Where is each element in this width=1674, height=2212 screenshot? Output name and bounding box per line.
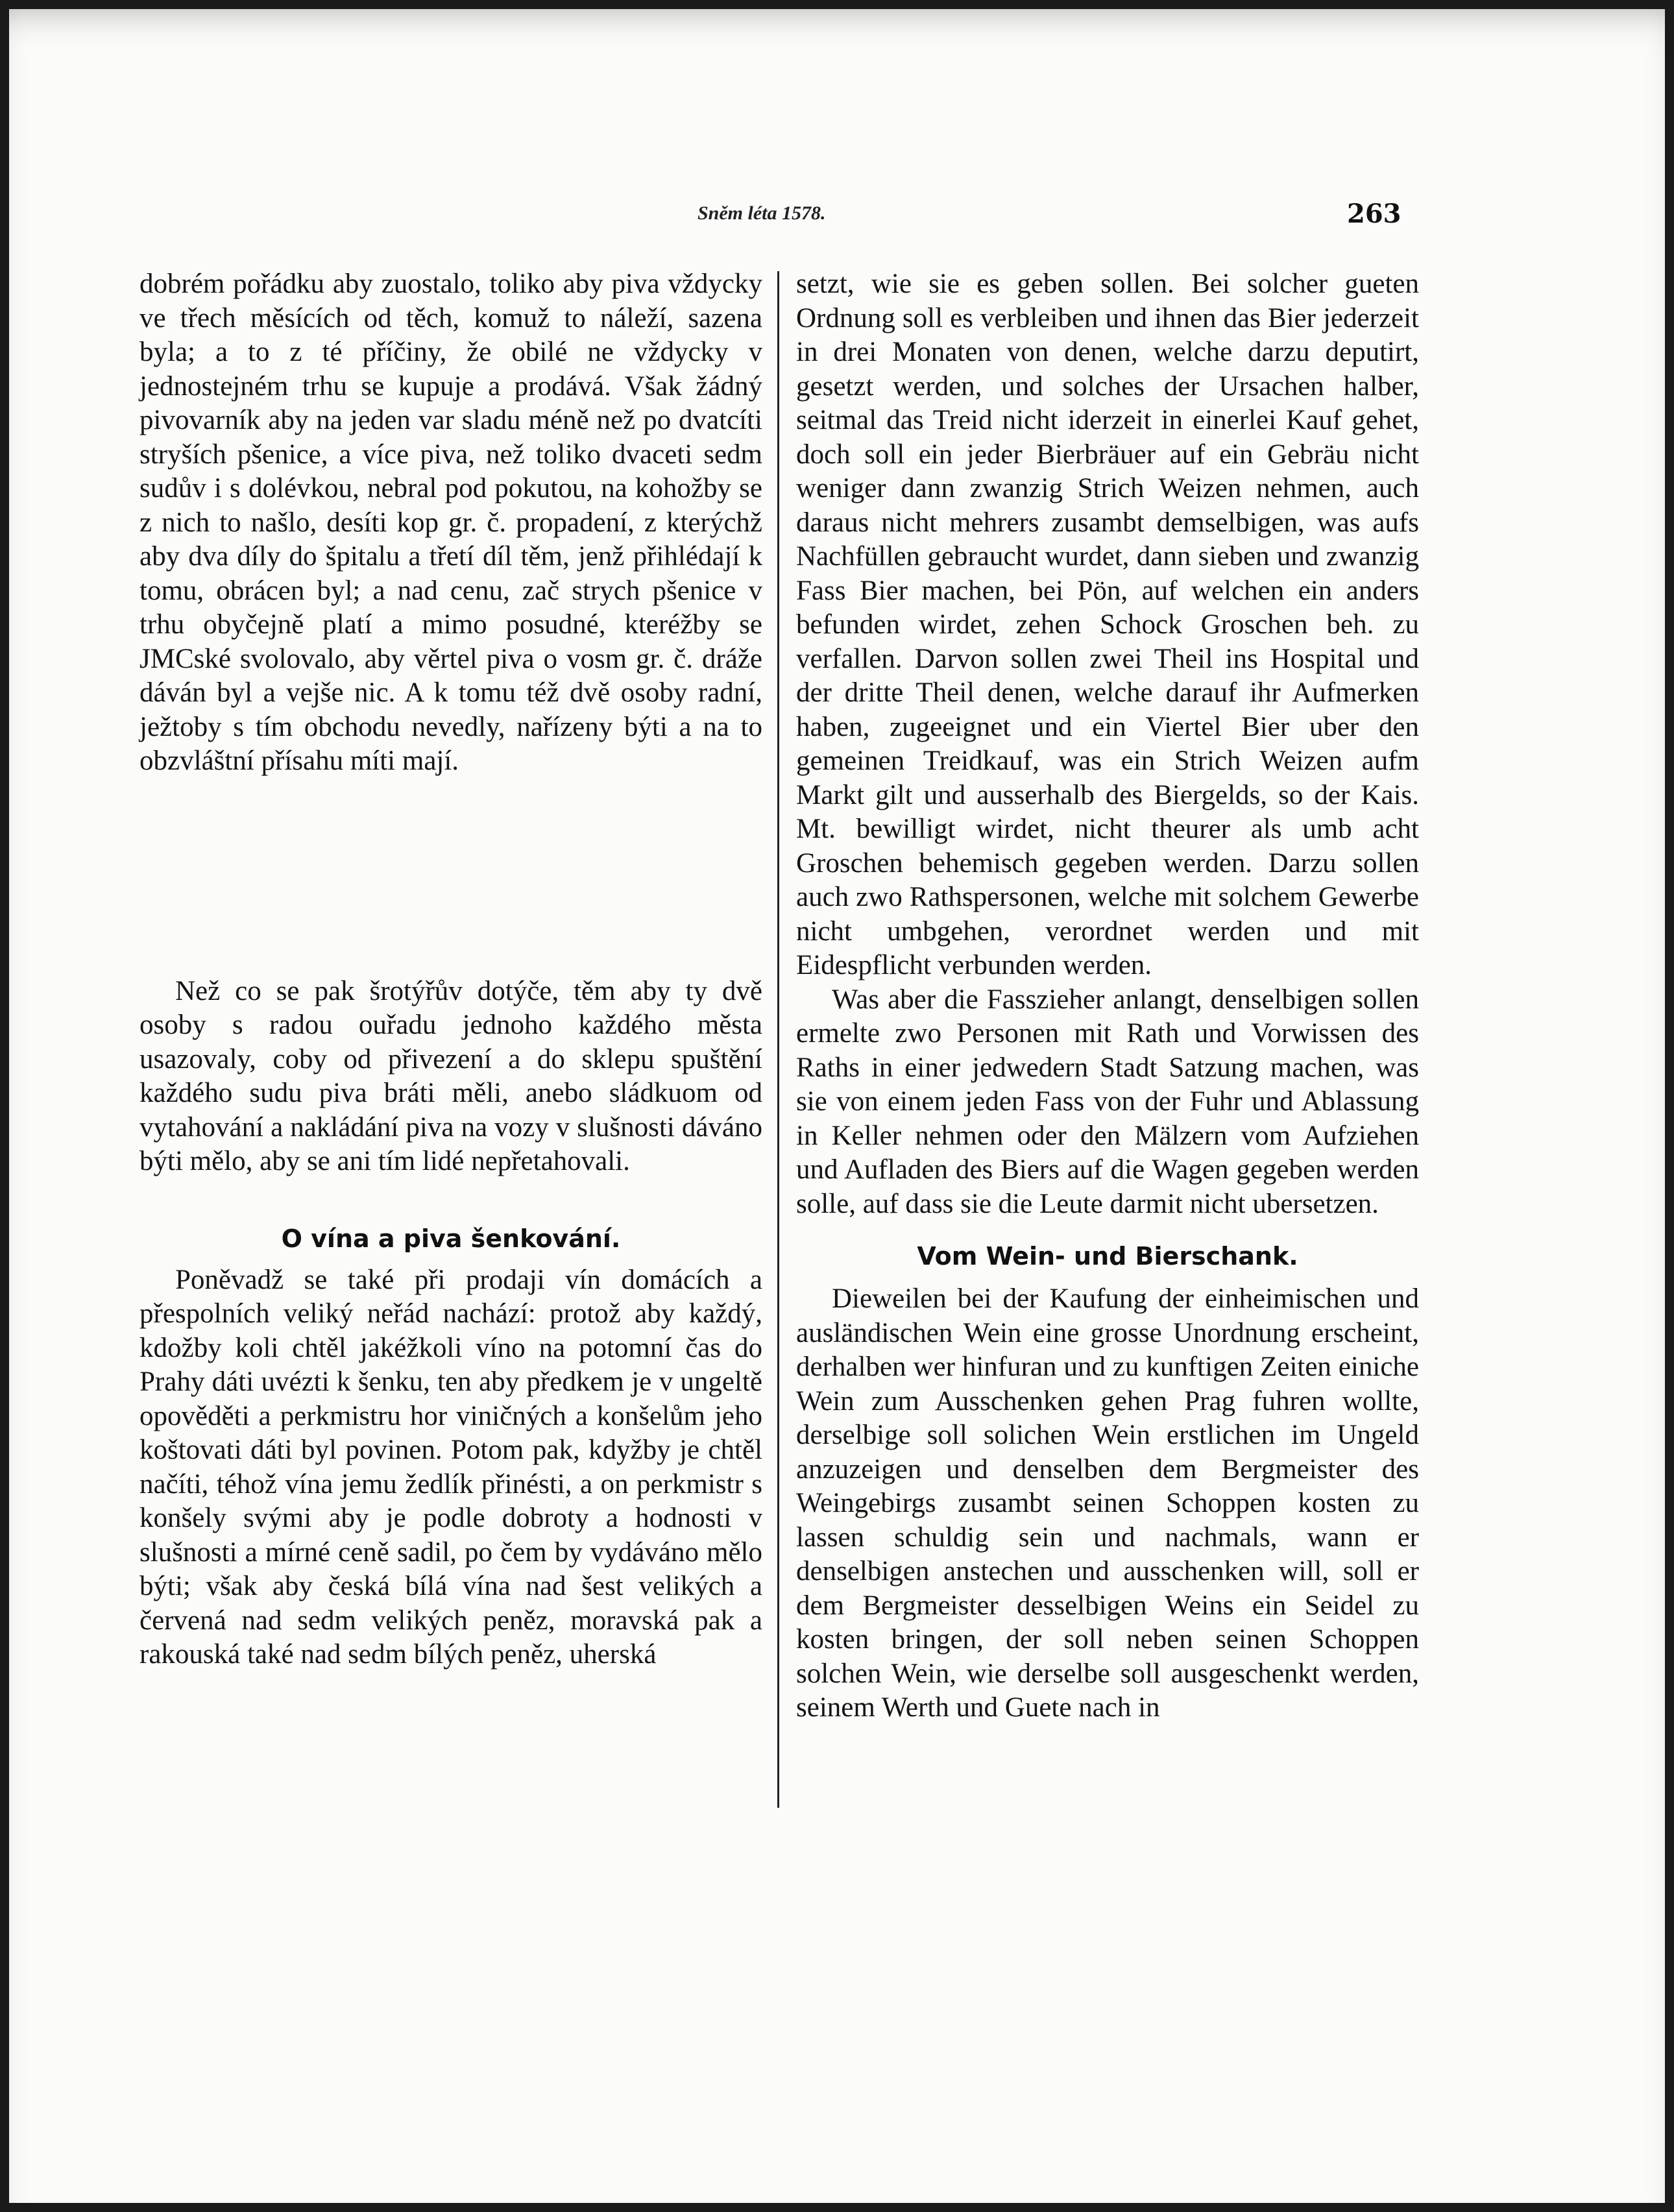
page-number: 263: [1347, 199, 1401, 229]
german-paragraph-fasszieher: Was aber die Fasszieher anlangt, denselbigen sollen ermelte zwo Personen mit Rath und Vorwissen des Raths in einer jedwedern Stadt Satzung machen, was sie von einem jeden Fass von der Fuhr und Ablassung in Keller nehmen oder den Mälzern vom Aufziehen und Aufladen des Biers auf die Wagen gegeben werden solle, auf dass sie die Leute darmit nicht ubersetzen.: [796, 984, 1419, 1219]
german-paragraph-brewing-order: setzt, wie sie es geben sollen. Bei solcher gueten Ordnung soll es verbleiben und ihnen das Bier jederzeit in drei Monaten von denen, welche darzu deputirt, gesetzt werden, und solches der Ursachen halber, seitmal das Treid nicht iderzeit in einerlei Kauf gehet, doch soll ein jeder Bierbräuer auf ein Gebräu nicht weniger dann zwanzig Strich Weizen nehmen, auch daraus nicht mehrers zusambt demselbigen, was aufs Nachfüllen gebraucht wurdet, dann sieben und zwanzig Fass Bier machen, bei Pön, auf welchen ein anders befunden wirdet, zehen Schock Groschen beh. zu verfallen. Darvon sollen zwei Theil ins Hospital und der dritte Theil denen, welche darauf ihr Aufmerken haben, zugeeignet und ein Viertel Bier uber den gemeinen Treidkauf, was ein Strich Weizen aufm Markt gilt und ausserhalb des Biergelds, so der Kais. Mt. bewilligt wirdet, nicht theurer als umb acht Groschen behemisch gegeben werden. Darzu sollen auch zwo Rathspersonen, welche mit solchem Gewerbe nicht umbgehen, verordnet werden und mit Eidespflicht verbunden werden.: [796, 269, 1419, 980]
czech-paragraph-beer-haulers: Než co se pak šrotýřův dotýče, těm aby ty dvě osoby s radou ouřadu jednoho každého města usazovaly, coby od přivezení a do sklepu spuštění každého sudu piva bráti měli, anebo sládkuom od vytahování a nakládání piva na vozy v slušnosti dáváno býti mělo, aby se ani tím lidé nepřetahovali.: [140, 975, 762, 1176]
czech-section-heading: O vína a piva šenkování.: [281, 1224, 621, 1253]
german-section-heading: Vom Wein- und Bierschank.: [917, 1242, 1298, 1270]
czech-column: [140, 267, 762, 1672]
running-head: Sněm léta 1578.: [698, 202, 826, 224]
czech-paragraph-brewing-order: dobrém pořádku aby zuostalo, toliko aby piva vždycky ve třech měsících od těch, komuž to náleží, sazena byla; a to z té příčiny, že obilé ne vždycky v jednostejném trhu se kupuje a prodává. Však žádný pivovarník aby na jeden var sladu méně než po dvatcíti stryších pšenice, a více piva, než toliko dvaceti sedm sudův i s dolévkou, nebral pod pokutou, na kohožby se z nich to našlo, desíti kop gr. č. propadení, z kterýchž aby dva díly do špitalu a třetí díl těm, jenž přihlédají k tomu, obrácen byl; a nad cenu, zač strych pšenice v trhu obyčejně platí a mimo posudné, kteréžby se JMCské svolovalo, aby věrtel piva o vosm gr. č. dráže dáván byl a vejše nic. A k tomu též dvě osoby radní, ježtoby s tím obchodu nevedly, nařízeny býti a na to obzvláštní přísahu míti mají.: [140, 269, 762, 776]
german-column: [796, 267, 1419, 1725]
column-divider: [777, 271, 779, 1808]
czech-paragraph-wine-sale: Poněvadž se také při prodaji vín domácích a přespolních veliký neřád nachází: protož aby každý, kdožby koli chtěl jakéžkoli víno na potomní čas do Prahy dáti uvézti k šenku, ten aby předkem je v ungeltě opověděti a perkmistru hor viničných a konšelům jeho koštovati dáti byl povinen. Potom pak, kdyžby je chtěl načíti, téhož vína jemu žedlík přinésti, a on perkmistr s konšely svými aby je podle dobroty a hodnosti v slušnosti a mírné ceně sadil, po čem by vydáváno mělo býti; však aby česká bílá vína nad šest velikých a červená nad sedm velikých peněz, moravská pak a rakouská také nad sedm bílých peněz, uherská: [140, 1264, 762, 1670]
german-paragraph-wine-sale: Dieweilen bei der Kaufung der einheimischen und ausländischen Wein eine grosse Unordnung erscheint, derhalben wer hinfuran und zu kunftigen Zeiten einiche Wein zum Ausschenken gehen Prag fuhren wollte, derselbige soll solichen Wein erstlichen im Ungeld anzuzeigen und denselben dem Bergmeister des Weingebirgs zusambt seinen Schoppen kosten zu lassen schuldig sein und nachmals, wann er denselbigen anstechen und ausschenken will, soll er dem Bergmeister desselbigen Weins ein Seidel zu kosten bringen, der soll neben seinen Schoppen solchen Wein, wie derselbe soll ausgeschenkt werden, seinem Werth und Guete nach in: [796, 1283, 1419, 1723]
